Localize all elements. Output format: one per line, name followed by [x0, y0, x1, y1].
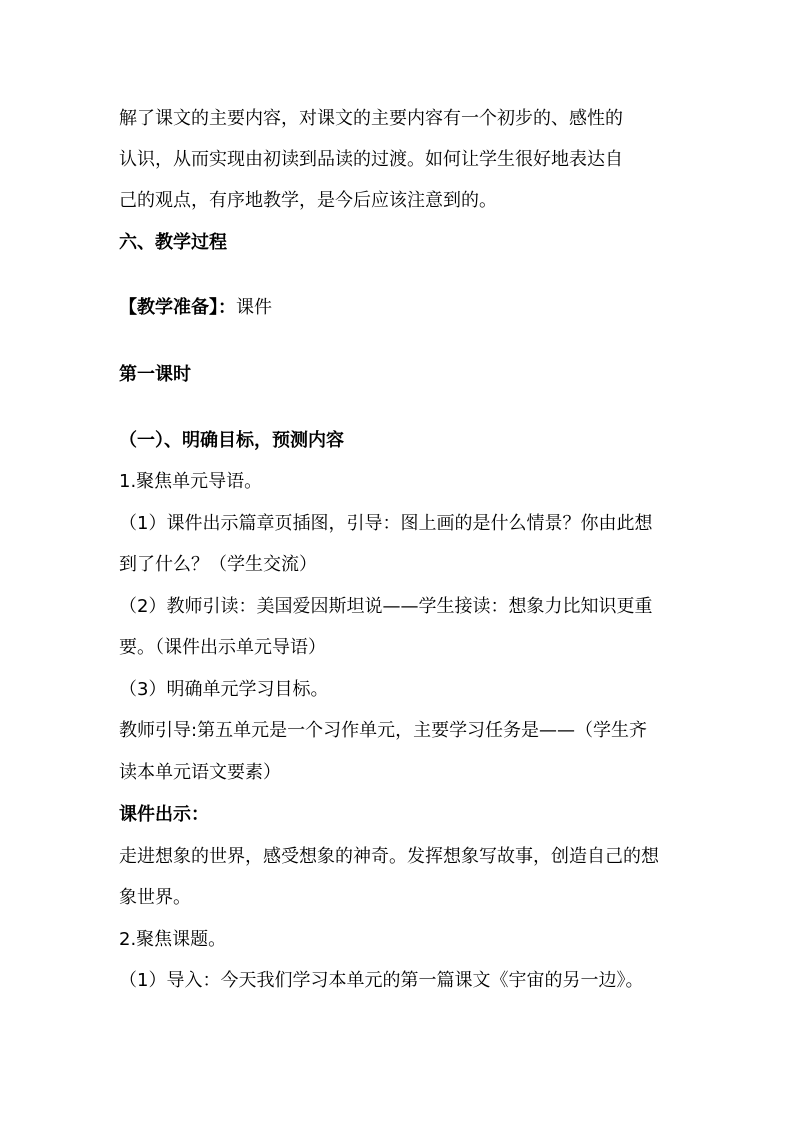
paragraph-line: 走进想象的世界，感受想象的神奇。发挥想象写故事，创造自己的想 — [119, 846, 659, 867]
list-item: （3）明确单元学习目标。 — [119, 679, 329, 700]
preparation-label: 【教学准备】： — [119, 297, 236, 318]
paragraph-line: 解了课文的主要内容，对课文的主要内容有一个初步的、感性的 — [119, 108, 623, 129]
courseware-heading: 课件出示： — [119, 804, 209, 825]
list-item: 要。（课件出示单元导语） — [119, 637, 326, 658]
paragraph-line: 象世界。 — [119, 887, 191, 908]
list-item: 读本单元语文要素） — [119, 762, 281, 783]
preparation-line — [119, 296, 272, 320]
list-item: （1）导入：今天我们学习本单元的第一篇课文《宇宙的另一边》。 — [119, 970, 644, 991]
lesson-heading: 第一课时 — [119, 364, 191, 385]
paragraph-line: 认识，从而实现由初读到品读的过渡。如何让学生很好地表达自 — [119, 149, 623, 170]
part-heading: （一）、明确目标，预测内容 — [119, 430, 344, 451]
section-heading: 六、教学过程 — [119, 232, 227, 253]
list-item: （2）教师引读：美国爱因斯坦说——学生接读：想象力比知识更重 — [119, 596, 653, 617]
list-item: 1.聚焦单元导语。 — [119, 471, 263, 492]
list-item: 教师引导:第五单元是一个习作单元，主要学习任务是——（学生齐 — [119, 720, 648, 741]
list-item: 到了什么？（学生交流） — [119, 554, 317, 575]
list-item: （1）课件出示篇章页插图，引导：图上画的是什么情景？你由此想 — [119, 513, 653, 534]
paragraph-line: 己的观点，有序地教学，是今后应该注意到的。 — [119, 190, 497, 211]
preparation-value: 课件 — [236, 297, 272, 318]
list-item: 2.聚焦课题。 — [119, 929, 227, 950]
